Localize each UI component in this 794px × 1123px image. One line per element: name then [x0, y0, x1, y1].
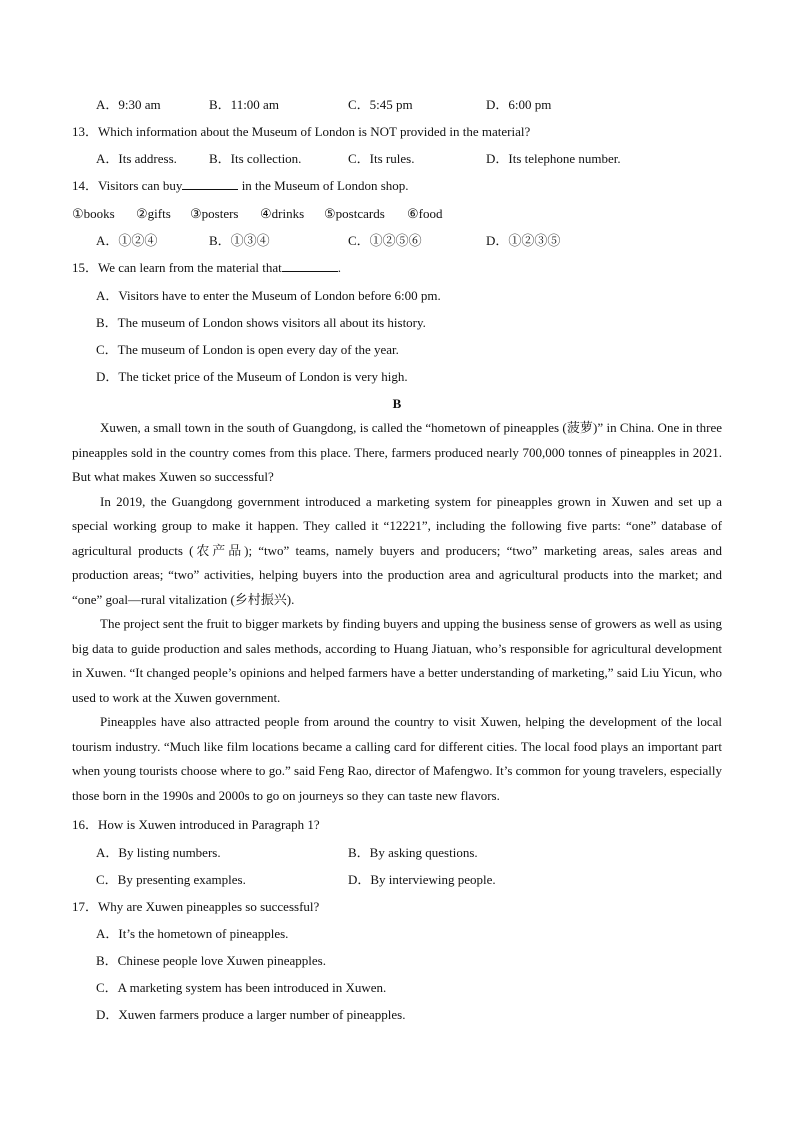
question-stem — [72, 260, 341, 276]
item-3: ③posters — [190, 206, 239, 221]
option-b: B．11:00 am — [209, 97, 279, 112]
option-b: B．By asking questions. — [348, 845, 478, 860]
question-stem: 17．Why are Xuwen pineapples so successful? — [72, 899, 320, 914]
option-c: C．①②⑤⑥ — [348, 233, 422, 248]
option-d: D．The ticket price of the Museum of London is very high. — [96, 369, 408, 384]
section-heading: B — [392, 396, 402, 411]
option-c: C．A marketing system has been introduced in Xuwen. — [96, 980, 387, 995]
option-a: A．Visitors have to enter the Museum of London before 6:00 pm. — [96, 288, 441, 303]
option-b: B．Its collection. — [209, 151, 302, 166]
option-a: A．Its address. — [96, 151, 177, 166]
item-1: ①books — [72, 206, 115, 221]
answer-blank — [182, 178, 238, 190]
option-b: B．The museum of London shows visitors all about its history. — [96, 315, 426, 330]
passage-paragraph: In 2019, the Guangdong government introduced a marketing system for pineapples grown in Xuwen and set up a special working group to make it happen. They called it “12221”, including the following five parts: “one” database of agricultural products (农产品); “two” teams, namely buyers and producers; “two” marketing areas, sales areas and production areas; “two” activities, helping buyers into the production area and agricultural products into the market; and “one” goal—rural vitalization (乡村振兴). — [72, 493, 722, 607]
passage-paragraph: Pineapples have also attracted people from around the country to visit Xuwen, helping the development of the local tourism industry. “Much like film locations became a calling card for different cities. The local food plays an important part when young tourists choose where to go.” said Feng Rao, director of Mafengwo. It’s common for young travelers, especially those born in the 1990s and 2000s to go on journeys so they can taste new flavors. — [72, 714, 722, 803]
option-d: D．①②③⑤ — [486, 233, 561, 248]
question-stem: 16．How is Xuwen introduced in Paragraph 1? — [72, 817, 320, 832]
stem-text: . — [337, 260, 342, 275]
stem-text: 15．We can learn from the material that — [72, 260, 282, 275]
item-4: ④drinks — [260, 206, 305, 221]
question-stem: 13．Which information about the Museum of London is NOT provided in the material? — [72, 124, 531, 139]
option-c: C．The museum of London is open every day of the year. — [96, 342, 399, 357]
option-a: A．By listing numbers. — [96, 845, 221, 860]
option-a: A．①②④ — [96, 233, 158, 248]
option-a: A．9:30 am — [96, 97, 161, 112]
stem-text: in the Museum of London shop. — [238, 178, 409, 193]
option-a: A．It’s the hometown of pineapples. — [96, 926, 289, 941]
passage-paragraph: The project sent the fruit to bigger markets by finding buyers and upping the business sense of growers as well as using big data to guide production and sales methods, according to Huang Jiatuan, who’s responsible for agricultural development in Xuwen. “It changed people’s opinions and helped farmers have a better understanding of marketing,” said Liu Yicun, who used to work at the Xuwen government. — [72, 616, 722, 705]
answer-blank — [282, 260, 338, 272]
option-d: D．6:00 pm — [486, 97, 552, 112]
option-c: C．5:45 pm — [348, 97, 413, 112]
option-c: C．By presenting examples. — [96, 872, 246, 887]
option-b: B．Chinese people love Xuwen pineapples. — [96, 953, 326, 968]
option-d: D．By interviewing people. — [348, 872, 496, 887]
passage-paragraph: Xuwen, a small town in the south of Guangdong, is called the “hometown of pineapples (菠萝)” in China. One in three pineapples sold in the country comes from this place. There, farmers produced nearly 700,000 tonnes of pineapples in 2021. But what makes Xuwen so successful? — [72, 420, 722, 484]
option-c: C．Its rules. — [348, 151, 415, 166]
item-6: ⑥food — [407, 206, 443, 221]
option-b: B．①③④ — [209, 233, 270, 248]
item-5: ⑤postcards — [324, 206, 385, 221]
question-stem — [72, 178, 409, 194]
option-d: D．Its telephone number. — [486, 151, 621, 166]
option-d: D．Xuwen farmers produce a larger number of pineapples. — [96, 1007, 406, 1022]
item-2: ②gifts — [136, 206, 171, 221]
stem-text: 14．Visitors can buy — [72, 178, 183, 193]
reading-passage — [72, 416, 722, 808]
